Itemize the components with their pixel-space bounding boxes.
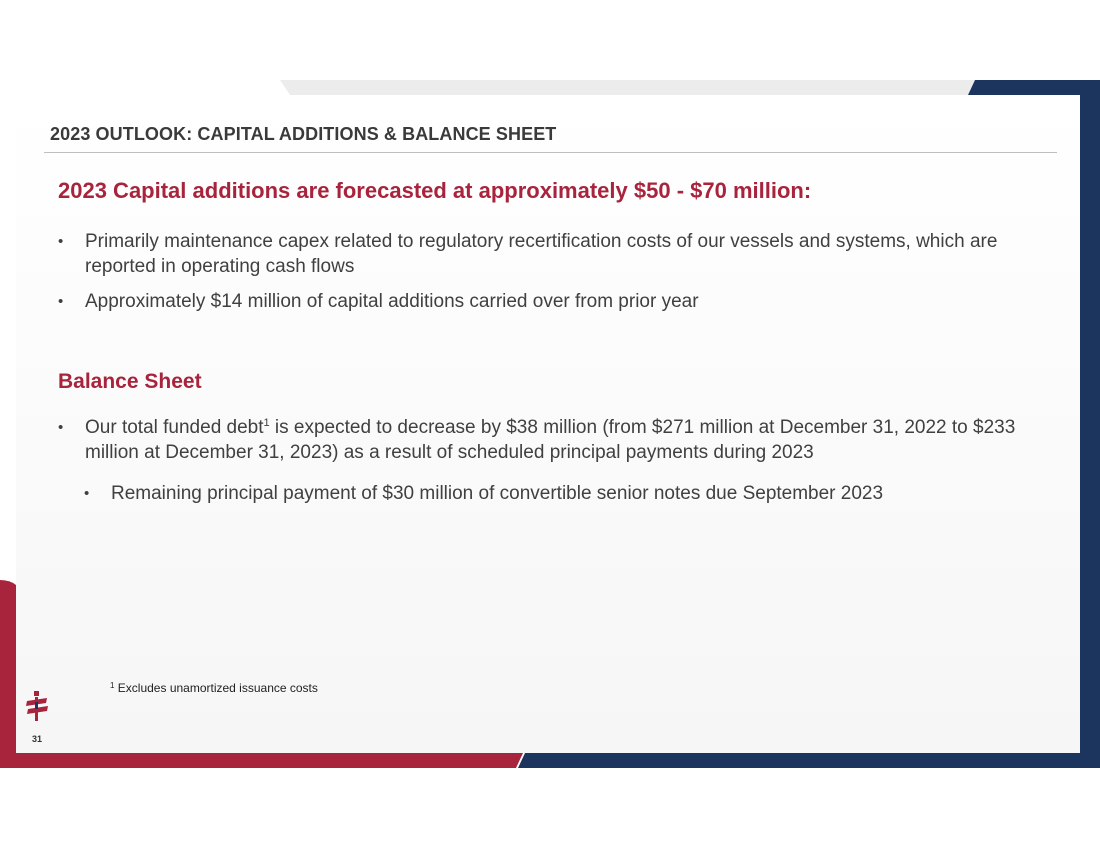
sub-list-item (84, 481, 1044, 506)
list-item (58, 415, 1018, 465)
bullet-text: Approximately $14 million of capital additions carried over from prior year (85, 291, 699, 312)
balance-heading: Balance Sheet (58, 370, 202, 393)
list-item (58, 289, 1018, 314)
footnote-marker: 1 (110, 681, 115, 690)
bottom-red-bar (0, 753, 523, 768)
debt-text-start: Our total funded debt (85, 417, 264, 438)
bullet-glyph: • (58, 293, 64, 310)
navy-frame-right (1080, 80, 1100, 768)
sub-bullet-text: Remaining principal payment of $30 million of convertible senior notes due September 2023 (111, 483, 884, 504)
bullet-glyph: • (84, 485, 90, 502)
title-divider (44, 152, 1057, 153)
list-item (58, 229, 1018, 279)
bullet-glyph: • (58, 419, 64, 436)
bullet-glyph: • (58, 233, 64, 250)
capital-heading: 2023 Capital additions are forecasted at approximately $50 - $70 million: (58, 178, 812, 203)
debt-text-end: is expected to decrease by $38 million (from $271 million at December 31, 2022 to $233 million at December 31, 2023) as a result of scheduled principal payments during 2023 (85, 417, 1016, 463)
company-logo-icon (24, 691, 50, 723)
page-number: 31 (32, 734, 43, 744)
footnote-text: Excludes unamortized issuance costs (114, 681, 318, 695)
bullet-text: Primarily maintenance capex related to regulatory recertification costs of our vessels and systems, which are reported in operating cash flows (85, 231, 998, 277)
bottom-navy-bar (518, 753, 1100, 768)
footnote-ref: 1 (263, 417, 270, 429)
slide-title: 2023 OUTLOOK: CAPITAL ADDITIONS & BALANCE SHEET (50, 124, 557, 144)
footnote (110, 681, 318, 695)
left-red-frame (0, 580, 16, 768)
top-gray-bar (280, 80, 975, 95)
bullet-text (85, 415, 1018, 465)
